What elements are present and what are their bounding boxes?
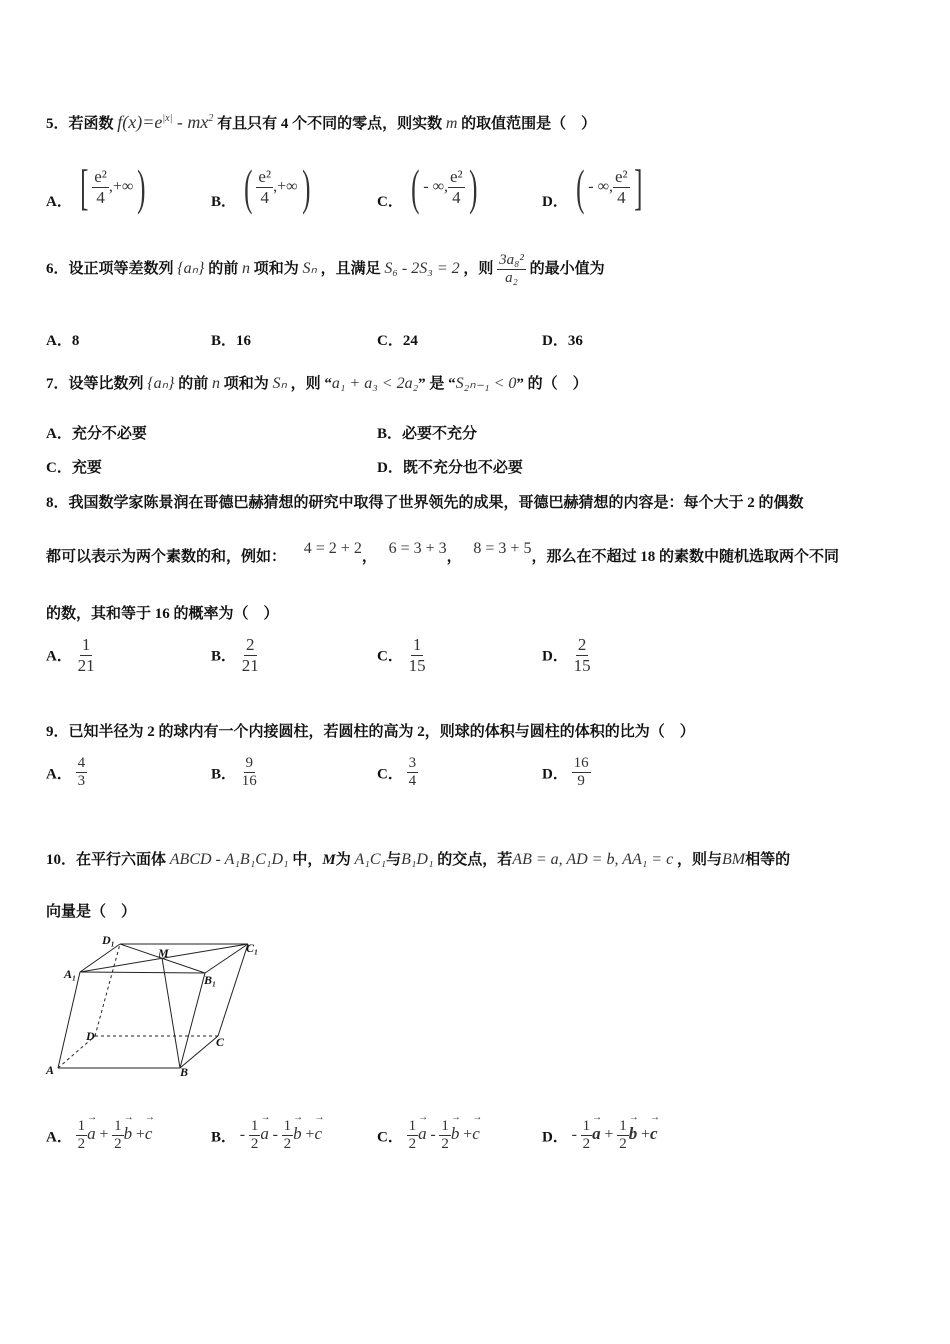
q7-option-b[interactable]: B．必要不充分 [377, 426, 478, 442]
q9-option-a[interactable]: A． $\frac{4}{3}$ [46, 755, 86, 790]
q6-option-b[interactable]: B．16 [211, 333, 252, 349]
q10-option-d[interactable]: D． - $\frac{1}{2}$ → a + $\frac{1}{2}$ → b +→ c [542, 1118, 658, 1154]
question-6: 6．设正项等差数列 {aₙ} 的前 n 项和为 Sₙ ，且满足 S₆ - 2S₃ = 2 ，则 $\frac{\text{3a₈²}}{\text{a₂}}$ 的最小值为 [46, 252, 605, 287]
edge-aa1 [58, 972, 80, 1068]
q5-var: m [445, 115, 458, 132]
q6-option-d[interactable]: D．36 [542, 333, 583, 349]
edge-b1c1 [205, 944, 248, 973]
label-d: D [86, 1029, 95, 1043]
q8-option-a[interactable]: A． $\frac{1}{21}$ [46, 635, 95, 675]
q7-seq: {aₙ} [147, 375, 175, 392]
q7-option-d[interactable]: D．既不充分也不必要 [377, 460, 523, 476]
q8-example-2: 6 = 3 + 3 [388, 540, 447, 557]
q10-option-c[interactable]: C． $\frac{1}{2}$ → a - $\frac{1}{2}$ → b +→ c [377, 1118, 480, 1154]
question-10: 10．在平行六面体 ABCD - A₁B₁C₁D₁ 中，M为 A₁C₁与B₁D₁ 的交点，若AB = a, AD = b, AA₁ = c ，则与BM相等的 [46, 851, 791, 868]
q9-option-b[interactable]: B． $\frac{9}{16}$ [211, 755, 257, 790]
question-5 [46, 112, 596, 133]
edge-bc [180, 1036, 218, 1068]
q10-option-b[interactable]: B． - $\frac{1}{2}$ → a - $\frac{1}{2}$ → b +→ c [211, 1118, 322, 1154]
label-b1: B₁ [204, 973, 217, 987]
q10-solid: ABCD - A₁B₁C₁D₁ [169, 851, 289, 868]
question-9: 9．已知半径为 2 的球内有一个内接圆柱，若圆柱的高为 2，则球的体积与圆柱的体积的比为（ ） [46, 724, 695, 740]
q6-seq: {aₙ} [177, 260, 205, 278]
question-8-line-1: 8．我国数学家陈景润在哥德巴赫猜想的研究中取得了世界领先的成果，哥德巴赫猜想的内容是：每个大于 2 的偶数 [46, 495, 804, 511]
edge-a1b1 [80, 972, 205, 973]
q8-option-b[interactable]: B． $\frac{2}{21}$ [211, 635, 259, 675]
q5-option-a[interactable]: A． [ $\frac{\text{e²}}{4}$ ,+∞ ) [46, 159, 146, 215]
q5-function: $f(x)=e^{|x|} - mx^2$ [117, 112, 214, 132]
q6-number: 6．设正项等差数列 [46, 261, 174, 278]
segment-bm [162, 958, 180, 1068]
question-7: 7．设等比数列 {aₙ} 的前 n 项和为 Sₙ ，则 “a₁ + a₃ < 2a₂” 是 “S₂ₙ₋₁ < 0” 的（ ） [46, 375, 588, 392]
q7-condition-2: S₂ₙ₋₁ < 0 [455, 375, 517, 392]
q5-text2: 的取值范围是（ ） [461, 116, 597, 132]
q7-condition-1: a₁ + a₃ < 2a₂ [331, 375, 419, 392]
label-c: C [216, 1035, 225, 1049]
q5-option-c[interactable]: C． ( - ∞, $\frac{\text{e²}}{4}$ ) [377, 159, 478, 215]
question-8-line-3: 的数，其和等于 16 的概率为（ ） [46, 606, 279, 622]
label-c1: C₁ [246, 941, 259, 955]
q6-fraction: $\frac{\text{3a₈²}}{\text{a₂}}$ [499, 252, 524, 287]
q5-option-d[interactable]: D． ( - ∞, $\frac{\text{e²}}{4}$ ] [542, 159, 643, 215]
q8-example-3: 8 = 3 + 5 [473, 540, 532, 557]
label-m: M [158, 946, 169, 960]
q6-condition: S₆ - 2S₃ = 2 [384, 260, 460, 278]
label-b: B [180, 1065, 189, 1079]
q10-condition: AB = a, AD = b, AA₁ = c [512, 851, 674, 868]
parallelepiped-figure [40, 930, 280, 1085]
q5-text: 有且只有 4 个不同的零点，则实数 [217, 116, 443, 132]
edge-a1d1 [80, 944, 120, 972]
q5-number: 5．若函数 [46, 116, 114, 132]
edge-bb1 [180, 973, 205, 1068]
question-10-line-2: 向量是（ ） [46, 904, 137, 920]
q8-option-d[interactable]: D． $\frac{2}{15}$ [542, 635, 591, 675]
label-a1: A₁ [64, 967, 77, 981]
q9-option-c[interactable]: C． $\frac{3}{4}$ [377, 755, 417, 790]
q8-example-1: 4 = 2 + 2 [303, 540, 362, 557]
label-a: A [46, 1063, 55, 1077]
q9-option-d[interactable]: D． $\frac{16}{9}$ [542, 755, 589, 790]
q6-sn: Sₙ [302, 260, 317, 278]
edge-dd1-hidden [95, 944, 120, 1036]
q5-option-b[interactable]: B． ( $\frac{\text{e²}}{4}$ ,+∞ ) [211, 159, 311, 215]
q7-number: 7．设等比数列 [46, 376, 144, 392]
q6-option-c[interactable]: C．24 [377, 333, 418, 349]
q10-number: 10．在平行六面体 [46, 852, 167, 868]
question-8-line-2: 都可以表示为两个素数的和，例如： 4 = 2 + 2， 6 = 3 + 3， 8 = 3 + 5，那么在不超过 18 的素数中随机选取两个不同 [46, 540, 839, 565]
q6-option-a[interactable]: A．8 [46, 333, 80, 349]
q7-option-a[interactable]: A．充分不必要 [46, 426, 147, 442]
q10-option-a[interactable]: A． $\frac{1}{2}$ → a + $\frac{1}{2}$ → b +→ c [46, 1118, 152, 1154]
edge-cc1 [218, 944, 248, 1036]
q8-option-c[interactable]: C． $\frac{1}{15}$ [377, 635, 426, 675]
q7-option-c[interactable]: C．充要 [46, 460, 102, 476]
label-d1: D₁ [102, 933, 115, 947]
